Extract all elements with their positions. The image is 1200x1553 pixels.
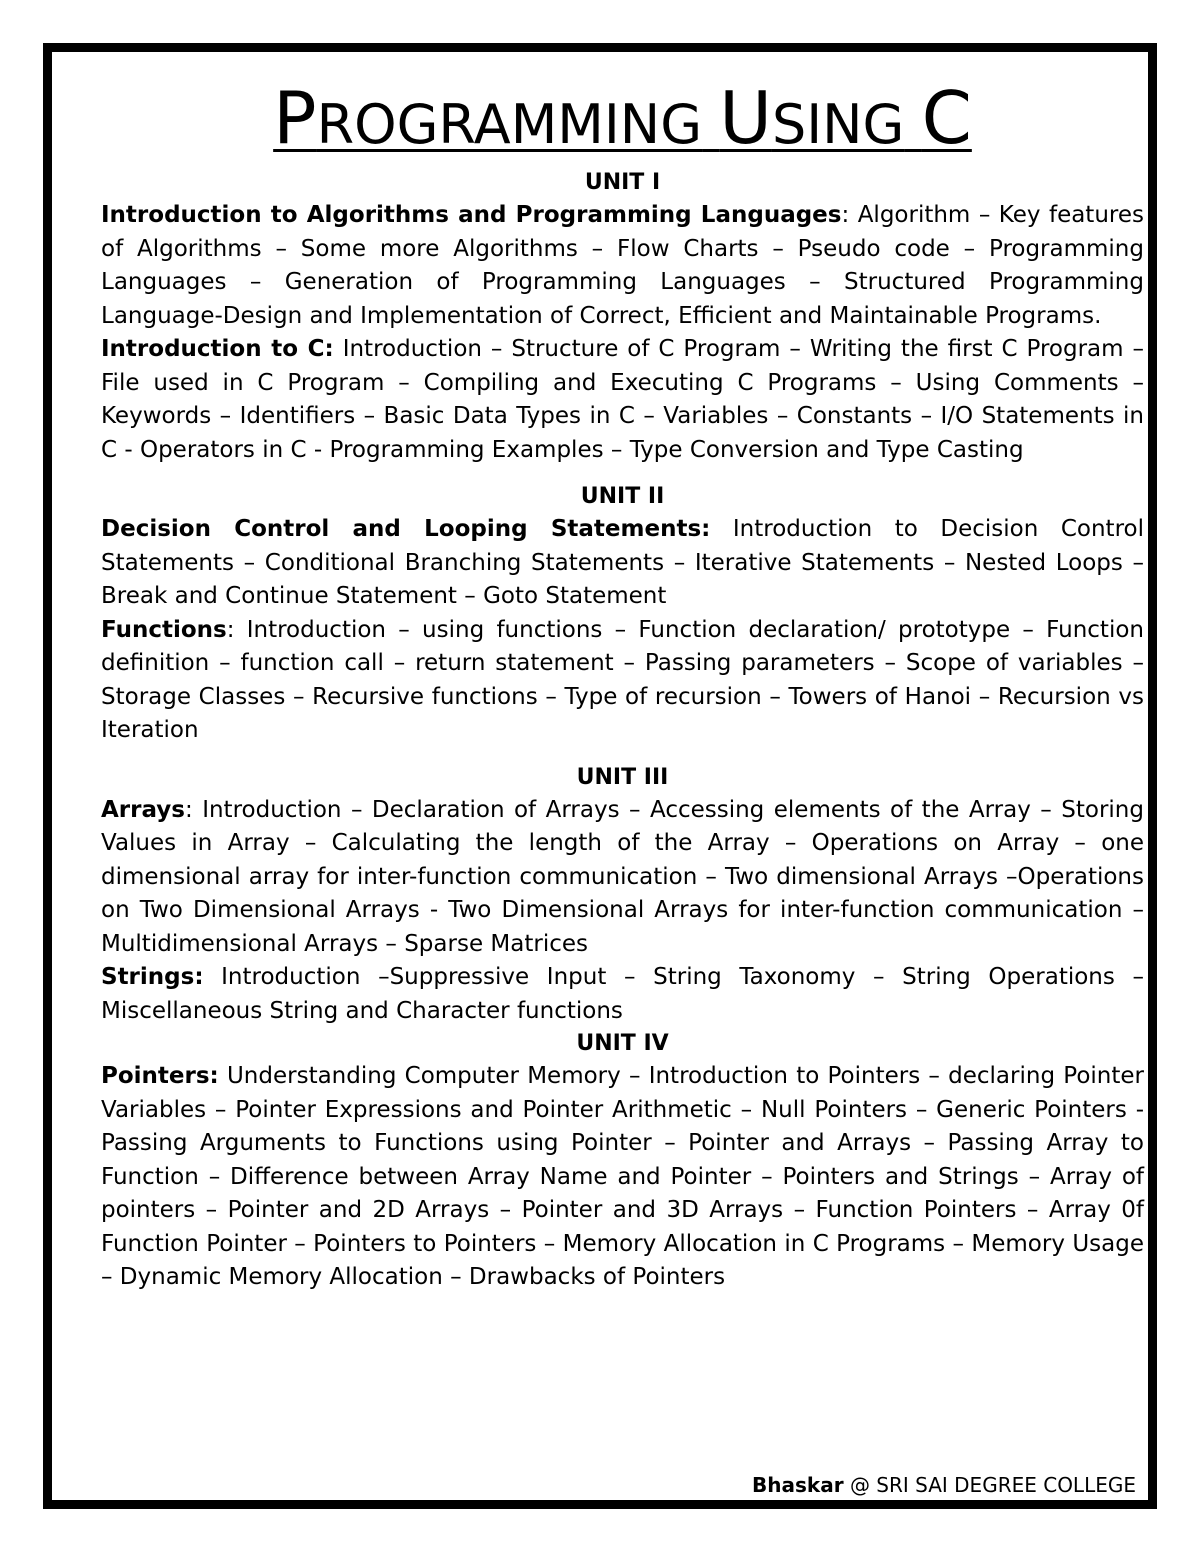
topic-text: Introduction – Structure of C Program – Writing the first C Program – File used in C Program – Compiling and Executing C Programs – Using Comments – Keywords – Identifiers – Basic Data Types in C – Variables – Constants – I/O Statements in C - Operators in C - Programming Examples – Type Conversion and Type Casting <box>101 336 1144 463</box>
unit-3 <box>101 762 1144 1029</box>
unit-heading: UNIT I <box>584 170 661 195</box>
topic-text: Algorithm – Key features of Algorithms – Some more Algorithms – Flow Charts – Pseudo code – Programming Languages – Generation of Programming Languages – Structured Programming Language-Design and Implementation of Correct, Efficient and Maintainable Programs. <box>101 202 1144 329</box>
unit-1-topic-algorithms <box>101 199 1144 333</box>
title-initial-u: U <box>719 76 772 160</box>
unit-3-topic-strings <box>101 961 1144 1028</box>
page-title <box>101 76 1144 167</box>
unit-heading: UNIT IV <box>576 1031 669 1056</box>
footer-author: Bhaskar <box>752 1473 844 1497</box>
unit-2-topic-functions <box>101 614 1144 748</box>
unit-4 <box>101 1028 1144 1295</box>
title-word-c: C <box>921 76 972 160</box>
unit-1 <box>101 167 1144 467</box>
topic-label: Decision Control and Looping Statements: <box>101 516 711 542</box>
topic-label: Functions <box>101 616 227 643</box>
syllabus-content <box>101 76 1144 1295</box>
title-word-programming: ROGRAMMING <box>316 93 703 156</box>
topic-text: Introduction to Decision Control Statements – Conditional Branching Statements – Iterative Statements – Nested Loops – Break and Continue Statement – Goto Statement <box>101 516 1144 609</box>
unit-heading: UNIT II <box>580 484 665 509</box>
unit-4-topic-pointers <box>101 1060 1144 1295</box>
topic-label: Pointers: <box>101 1063 219 1089</box>
topic-text: Understanding Computer Memory – Introduction to Pointers – declaring Pointer Variables – Pointer Expressions and Pointer Arithmetic – Null Pointers – Generic Pointers - Passing Arguments to Functions using Pointer – Pointer and Arrays – Passing Array to Function – Difference between Array Name and Pointer – Pointers and Strings – Array of pointers – Pointer and 2D Arrays – Pointer and 3D Arrays – Function Pointers – Array 0f Function Pointer – Pointers to Pointers – Memory Allocation in C Programs – Memory Usage – Dynamic Memory Allocation – Drawbacks of Pointers <box>101 1063 1144 1290</box>
unit-2-topic-decision-control <box>101 513 1144 614</box>
topic-separator: : <box>841 202 850 228</box>
unit-3-topic-arrays <box>101 794 1144 962</box>
footer-credit <box>752 1472 1136 1498</box>
topic-text: Introduction – Declaration of Arrays – Accessing elements of the Array – Storing Values in Array – Calculating the length of the Array – Operations on Array – one dimensional array for inter-function communication – Two dimensional Arrays –Operations on Two Dimensional Arrays - Two Dimensional Arrays for inter-function communication – Multidimensional Arrays – Sparse Matrices <box>101 796 1144 957</box>
topic-separator: : <box>184 796 193 823</box>
topic-text: Introduction – using functions – Function declaration/ prototype – Function definition – function call – return statement – Passing parameters – Scope of variables – Storage Classes – Recursive functions – Type of recursion – Towers of Hanoi – Recursion vs Iteration <box>101 616 1144 743</box>
topic-label: Arrays <box>101 796 185 823</box>
footer-college: @ SRI SAI DEGREE COLLEGE <box>843 1473 1136 1497</box>
topic-separator: : <box>226 616 235 643</box>
topic-label: Introduction to C: <box>101 336 334 362</box>
unit-heading: UNIT III <box>576 764 669 790</box>
spacer <box>101 467 1144 481</box>
unit-2 <box>101 481 1144 748</box>
spacer <box>101 748 1144 762</box>
topic-label: Introduction to Algorithms and Programming Languages <box>101 202 842 228</box>
topic-label: Strings: <box>101 964 204 990</box>
title-word-using: SING <box>771 93 905 156</box>
topic-text: Introduction –Suppressive Input – String Taxonomy – String Operations – Miscellaneous String and Character functions <box>101 964 1144 1024</box>
title-initial-p: P <box>273 76 317 160</box>
unit-1-topic-intro-c <box>101 333 1144 467</box>
